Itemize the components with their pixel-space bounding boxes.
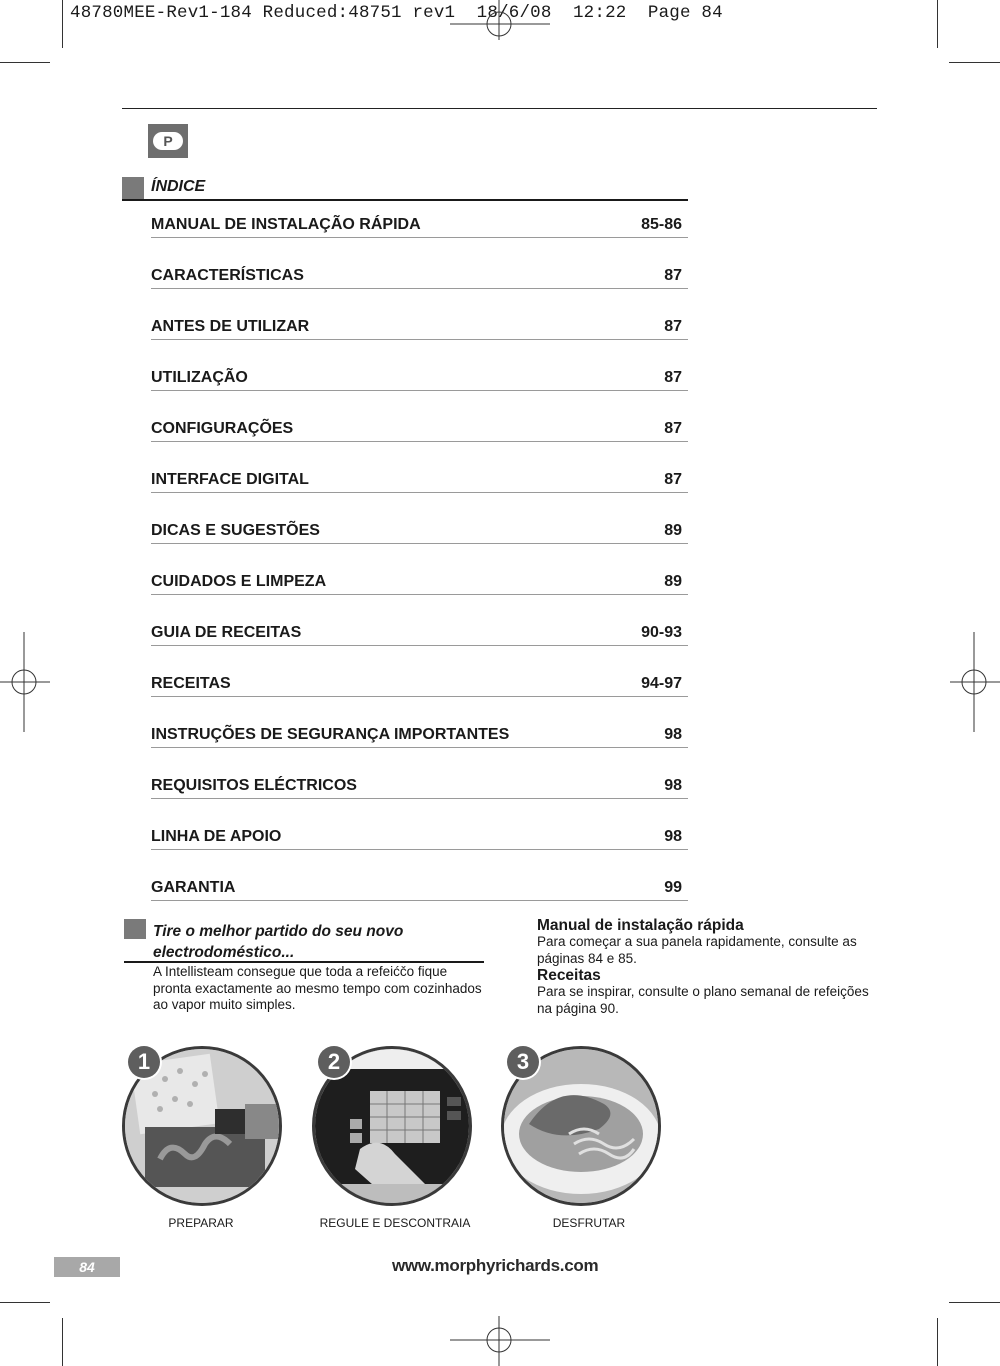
toc-row: [151, 516, 688, 544]
step-set: [312, 1046, 472, 1206]
heading-square: [122, 177, 144, 199]
toc-page: 89: [664, 573, 682, 590]
toc-page: 87: [664, 471, 682, 488]
step-enjoy: [501, 1046, 661, 1206]
toc-row: [151, 312, 688, 340]
toc-row: [151, 465, 688, 493]
toc-row: [151, 210, 688, 238]
language-badge-letter: P: [153, 132, 183, 150]
toc-label: MANUAL DE INSTALAÇÃO RÁPIDA: [151, 216, 421, 233]
toc-page: 87: [664, 369, 682, 386]
registration-mark-bottom: [450, 1316, 550, 1366]
toc-label: REQUISITOS ELÉCTRICOS: [151, 777, 357, 794]
toc-label: LINHA DE APOIO: [151, 828, 282, 845]
toc-page: 87: [664, 318, 682, 335]
toc-page: 87: [664, 420, 682, 437]
step-number-badge: 2: [318, 1046, 350, 1078]
toc-label: ANTES DE UTILIZAR: [151, 318, 310, 335]
toc-row: [151, 261, 688, 289]
registration-mark-left: [0, 632, 50, 732]
toc-row: [151, 720, 688, 748]
toc-label: DICAS E SUGESTÕES: [151, 522, 320, 539]
registration-mark-right: [950, 632, 1000, 732]
toc-page: 89: [664, 522, 682, 539]
quick-info: [537, 917, 877, 1017]
print-slug: 48780MEE-Rev1-184 Reduced:48751 rev1 18/6/08 12:22 Page 84: [70, 3, 723, 23]
toc-page: 85-86: [641, 216, 682, 233]
step-prepare: [122, 1046, 282, 1206]
toc-row: [151, 363, 688, 391]
index-title: ÍNDICE: [151, 178, 206, 195]
toc-label: INSTRUÇÕES DE SEGURANÇA IMPORTANTES: [151, 726, 510, 743]
quick-start-heading: Manual de instalação rápida: [537, 917, 744, 934]
tip-heading: [124, 919, 484, 963]
recipes-heading: Receitas: [537, 967, 601, 984]
toc-label: INTERFACE DIGITAL: [151, 471, 309, 488]
toc-label: GUIA DE RECEITAS: [151, 624, 302, 641]
toc-page: 98: [664, 726, 682, 743]
registration-mark-top: [450, 0, 550, 40]
step-number-badge: 3: [507, 1046, 539, 1078]
toc-row: [151, 822, 688, 850]
toc-label: CUIDADOS E LIMPEZA: [151, 573, 327, 590]
tip-text: A Intellisteam consegue que toda a refeićčo fique pronta exactamente ao mesmo tempo com cozinhados ao vapor muito simples.: [153, 964, 482, 1012]
toc-label: CONFIGURAÇÕES: [151, 420, 294, 437]
toc-row: [151, 567, 688, 595]
toc-row: [151, 669, 688, 697]
tip-title: Tire o melhor partido do seu novo electrodoméstico...: [153, 923, 404, 961]
toc-page: 98: [664, 828, 682, 845]
toc-row: [151, 618, 688, 646]
table-of-contents: [151, 210, 688, 924]
step-caption: REGULE E DESCONTRAIA: [319, 1216, 471, 1230]
quick-start-text: Para começar a sua panela rapidamente, consulte as páginas 84 e 85.: [537, 934, 857, 966]
toc-label: CARACTERÍSTICAS: [151, 267, 304, 284]
toc-page: 99: [664, 879, 682, 896]
index-heading: [122, 177, 688, 201]
toc-page: 87: [664, 267, 682, 284]
website-url[interactable]: www.morphyrichards.com: [392, 1256, 599, 1275]
toc-row: [151, 771, 688, 799]
toc-label: RECEITAS: [151, 675, 231, 692]
toc-page: 90-93: [641, 624, 682, 641]
top-rule: [122, 108, 877, 109]
language-badge: [148, 124, 188, 158]
recipes-text: Para se inspirar, consulte o plano semanal de refeições na página 90.: [537, 984, 869, 1016]
toc-row: [151, 873, 688, 901]
toc-page: 98: [664, 777, 682, 794]
step-number-badge: 1: [128, 1046, 160, 1078]
step-caption: DESFRUTAR: [552, 1216, 626, 1230]
toc-page: 94-97: [641, 675, 682, 692]
toc-row: [151, 414, 688, 442]
heading-square: [124, 919, 146, 939]
toc-label: UTILIZAÇÃO: [151, 369, 248, 386]
page-number: 84: [54, 1257, 120, 1277]
toc-label: GARANTIA: [151, 879, 236, 896]
step-caption: PREPARAR: [168, 1216, 234, 1230]
